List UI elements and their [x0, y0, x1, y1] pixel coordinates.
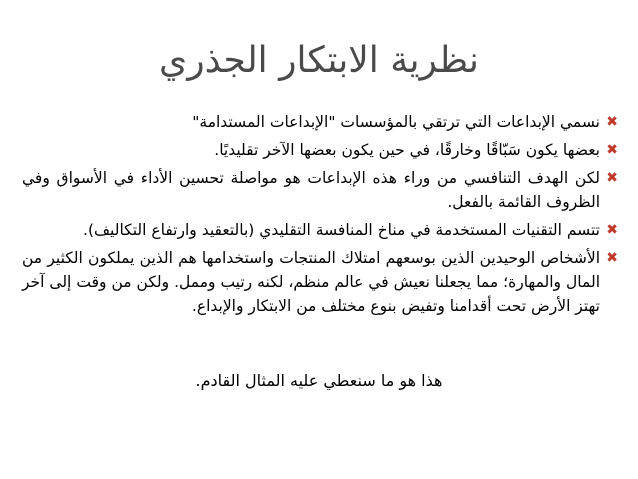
- bullet-item: [22, 218, 618, 242]
- bullet-text: الأشخاص الوحيدين الذين بوسعهم امتلاك المنتجات واستخدامها هم الذين يملكون الكثير من المال والمهارة؛ مما يجعلنا نعيش في عالم منظم، لكنه رتيب وممل. ولكن من وقت إلى آخر تهتز الأرض تحت أقدامنا وتفيض بنوع مختلف من الابتكار والإبداع.: [22, 249, 600, 315]
- x-mark-icon: ✖: [606, 114, 618, 130]
- bullet-text: تتسم التقنيات المستخدمة في مناخ المنافسة التقليدي (بالتعقيد وارتفاع التكاليف).: [83, 221, 600, 239]
- bullet-item: [22, 246, 618, 318]
- x-mark-icon: ✖: [606, 250, 618, 266]
- bullet-text: بعضها يكون سَبّاقًا وخارقًا، في حين يكون بعضها الآخر تقليديًا.: [214, 141, 600, 159]
- bullet-item: [22, 110, 618, 134]
- bullet-item: [22, 138, 618, 162]
- slide-title: نظرية الابتكار الجذري: [159, 40, 479, 81]
- bullet-text: لكن الهدف التنافسي من وراء هذه الإبداعات هو مواصلة تحسين الأداء في الأسواق وفي الظروف القائمة بالفعل.: [22, 169, 600, 211]
- closing-line: هذا هو ما سنعطي عليه المثال القادم.: [195, 371, 443, 390]
- bullet-text: نسمي الإبداعات التي ترتقي بالمؤسسات "الإبداعات المستدامة": [192, 113, 600, 131]
- bullet-item: [22, 166, 618, 214]
- x-mark-icon: ✖: [606, 170, 618, 186]
- x-mark-icon: ✖: [606, 222, 618, 238]
- bullet-list: [22, 110, 618, 322]
- x-mark-icon: ✖: [606, 142, 618, 158]
